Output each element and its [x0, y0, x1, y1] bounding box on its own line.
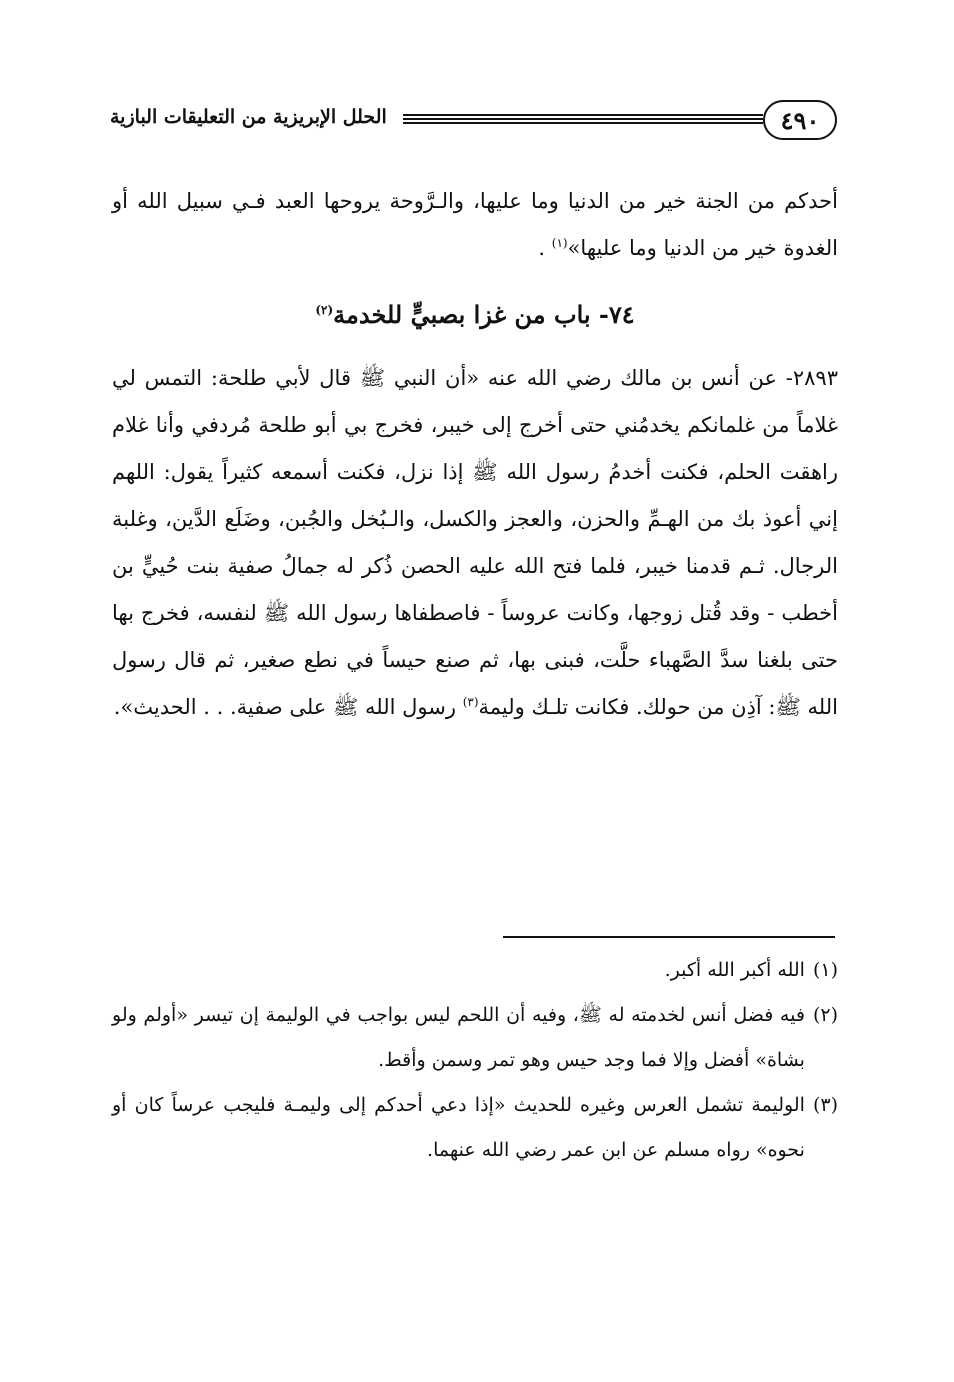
footnote-text: الله أكبر الله أكبر. — [664, 959, 805, 981]
page-number: ٤٩٠ — [763, 100, 837, 140]
footnote-ref-3[interactable]: (٣) — [462, 695, 479, 709]
intro-paragraph — [112, 178, 838, 272]
footnote-ref-2[interactable]: (٢) — [315, 303, 334, 317]
hadith-text: ٢٨٩٣- عن أنس بن مالك رضي الله عنه «أن النبي ﷺ قال لأبي طلحة: التمس لي غلاماً من غلمانكم يخدمُني حتى أخرج إلى خيبر، فخرج بي أبو طلحة مُردفي وأنا غلام راهقت الحلم، فكنت أخدمُ رسول الله ﷺ إذا نزل، فكنت أسمعه كثيراً يقول: اللهم إني أعوذ بك من الهـمِّ والحزن، والعجز والكسل، والـبُخل والجُبن، وضَلَع الدَّين، وغلبة الرجال. ثـم قدمنا خيبر، فلما فتح الله عليه الحصن ذُكر له جمالُ صفية بنت حُييٍّ بن أخطب - وقد قُتل زوجها، وكانت عروساً - فاصطفاها رسول الله ﷺ لنفسه، فخرج بها حتى بلغنا سدَّ الصَّهباء حلَّت، فبنى بها، ثم صنع حيساً في نطع صغير، ثم قال رسول الله ﷺ: آذِن من حولك. فكانت تلـك وليمة — [112, 366, 838, 719]
book-title: الحلل الإبريزية من التعليقات البازية — [110, 106, 387, 128]
footnote-ref-1[interactable]: (١) — [551, 236, 568, 250]
chapter-title: ٧٤- باب من غزا بصبيٍّ للخدمة — [333, 300, 635, 329]
footnote-mark: (١) — [812, 959, 838, 981]
header-rule — [403, 114, 763, 124]
footnote-mark: (٣) — [812, 1094, 838, 1116]
footnotes — [112, 948, 838, 1173]
hadith-paragraph — [112, 355, 838, 731]
chapter-heading — [112, 300, 838, 329]
footnote-mark: (٢) — [812, 1004, 838, 1026]
footnote-1 — [112, 948, 838, 993]
footnote-2 — [112, 993, 838, 1083]
footnote-3 — [112, 1083, 838, 1173]
footnote-separator — [503, 936, 835, 938]
hadith-text-end: رسول الله ﷺ على صفية. . . الحديث». — [113, 695, 463, 719]
intro-end: . — [538, 236, 546, 260]
footnote-text: فيه فضل أنس لخدمته له ﷺ، وفيه أن اللحم ليس بواجب في الوليمة إن تيسر «أولم ولو بشاة» أفضل وإلا فما وجد حيس وهو تمر وسمن وأقط. — [112, 1004, 805, 1071]
intro-text: أحدكم من الجنة خير من الدنيا وما عليها، والـرَّوحة يروحها العبد فـي سبيل الله أو الغدوة خير من الدنيا وما عليها» — [112, 189, 838, 260]
page-header — [110, 100, 845, 144]
footnote-text: الوليمة تشمل العرس وغيره للحديث «إذا دعي أحدكم إلى وليمـة فليجب عرساً كان أو نحوه» رواه مسلم عن ابن عمر رضي الله عنهما. — [112, 1094, 805, 1161]
